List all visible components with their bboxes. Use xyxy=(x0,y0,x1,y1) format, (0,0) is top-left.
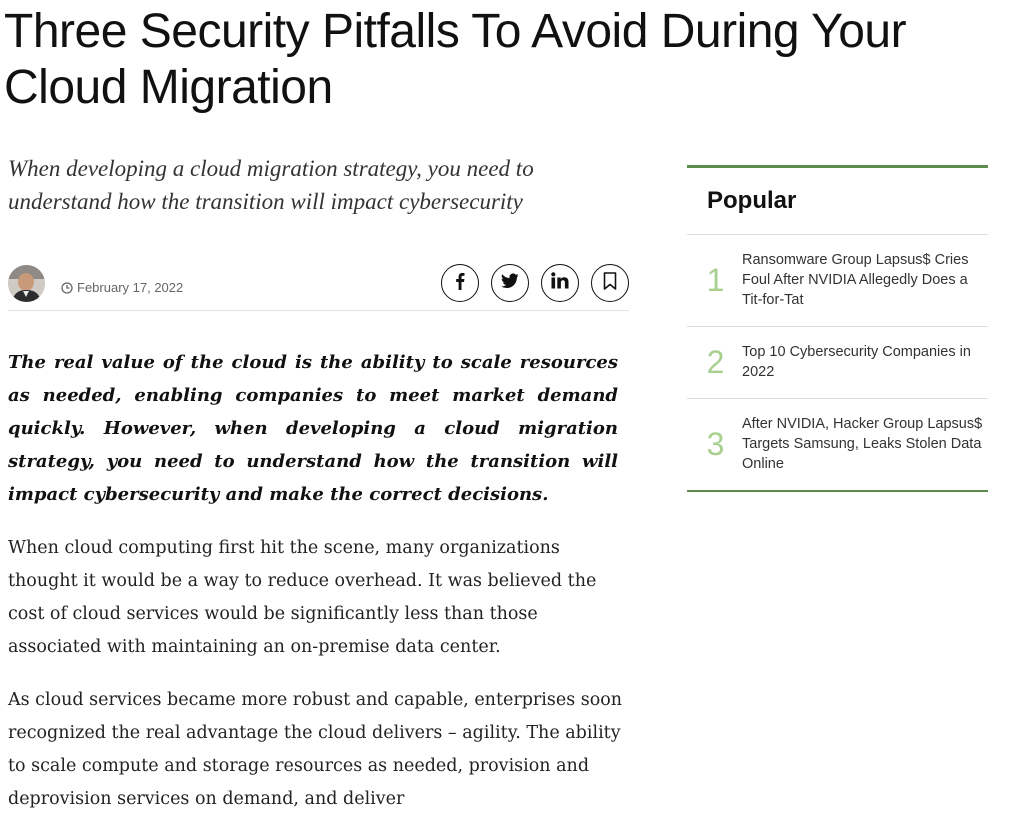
facebook-share-button[interactable] xyxy=(441,264,479,302)
article-paragraph: As cloud services became more robust and capable, enterprises soon recognized the real advantage the cloud delivers – agility. The ability to scale compute and storage resources as needed, provision and deprovision services on demand, and deliver xyxy=(8,690,623,809)
article-lead: The real value of the cloud is the ability to scale resources as needed, enabling companies to meet market demand quickly. However, when developing a cloud migration strategy, you need to understand how the transition will impact cybersecurity and make the correct decisions. xyxy=(8,352,618,505)
bookmark-icon xyxy=(603,272,617,295)
popular-item-number: 2 xyxy=(706,344,725,380)
publish-date xyxy=(61,280,183,297)
bookmark-button[interactable] xyxy=(591,264,629,302)
article-paragraph: When cloud computing first hit the scene, many organizations thought it would be a way to reduce overhead. It was believed the cost of cloud services would be significantly less than those associated with maintaining an on-premise data center. xyxy=(8,538,597,657)
clock-icon xyxy=(61,282,73,297)
share-buttons xyxy=(441,264,629,302)
publish-date-text: February 17, 2022 xyxy=(77,280,184,295)
byline xyxy=(8,262,629,311)
popular-list xyxy=(687,235,988,492)
facebook-icon xyxy=(452,272,468,295)
popular-item[interactable] xyxy=(687,235,988,327)
linkedin-share-button[interactable] xyxy=(541,264,579,302)
linkedin-icon xyxy=(551,272,569,294)
popular-item[interactable] xyxy=(687,399,988,490)
twitter-icon xyxy=(501,273,519,294)
article-subtitle: When developing a cloud migration strategy, you need to understand how the transition will impact cybersecurity xyxy=(8,156,534,214)
popular-item-number: 3 xyxy=(706,426,725,462)
popular-item-link[interactable]: Ransomware Group Lapsus$ Cries Foul After NVIDIA Allegedly Does a Tit-for-Tat xyxy=(742,252,969,308)
popular-item[interactable] xyxy=(687,327,988,399)
popular-item-link[interactable]: After NVIDIA, Hacker Group Lapsus$ Targets Samsung, Leaks Stolen Data Online xyxy=(742,416,983,472)
author-avatar[interactable] xyxy=(8,265,45,302)
popular-sidebar xyxy=(687,165,988,492)
sidebar-title: Popular xyxy=(687,168,988,235)
article-title: Three Security Pitfalls To Avoid During Your Cloud Migration xyxy=(4,5,907,114)
popular-item-link[interactable]: Top 10 Cybersecurity Companies in 2022 xyxy=(742,344,971,380)
twitter-share-button[interactable] xyxy=(491,264,529,302)
popular-item-number: 1 xyxy=(706,262,725,298)
